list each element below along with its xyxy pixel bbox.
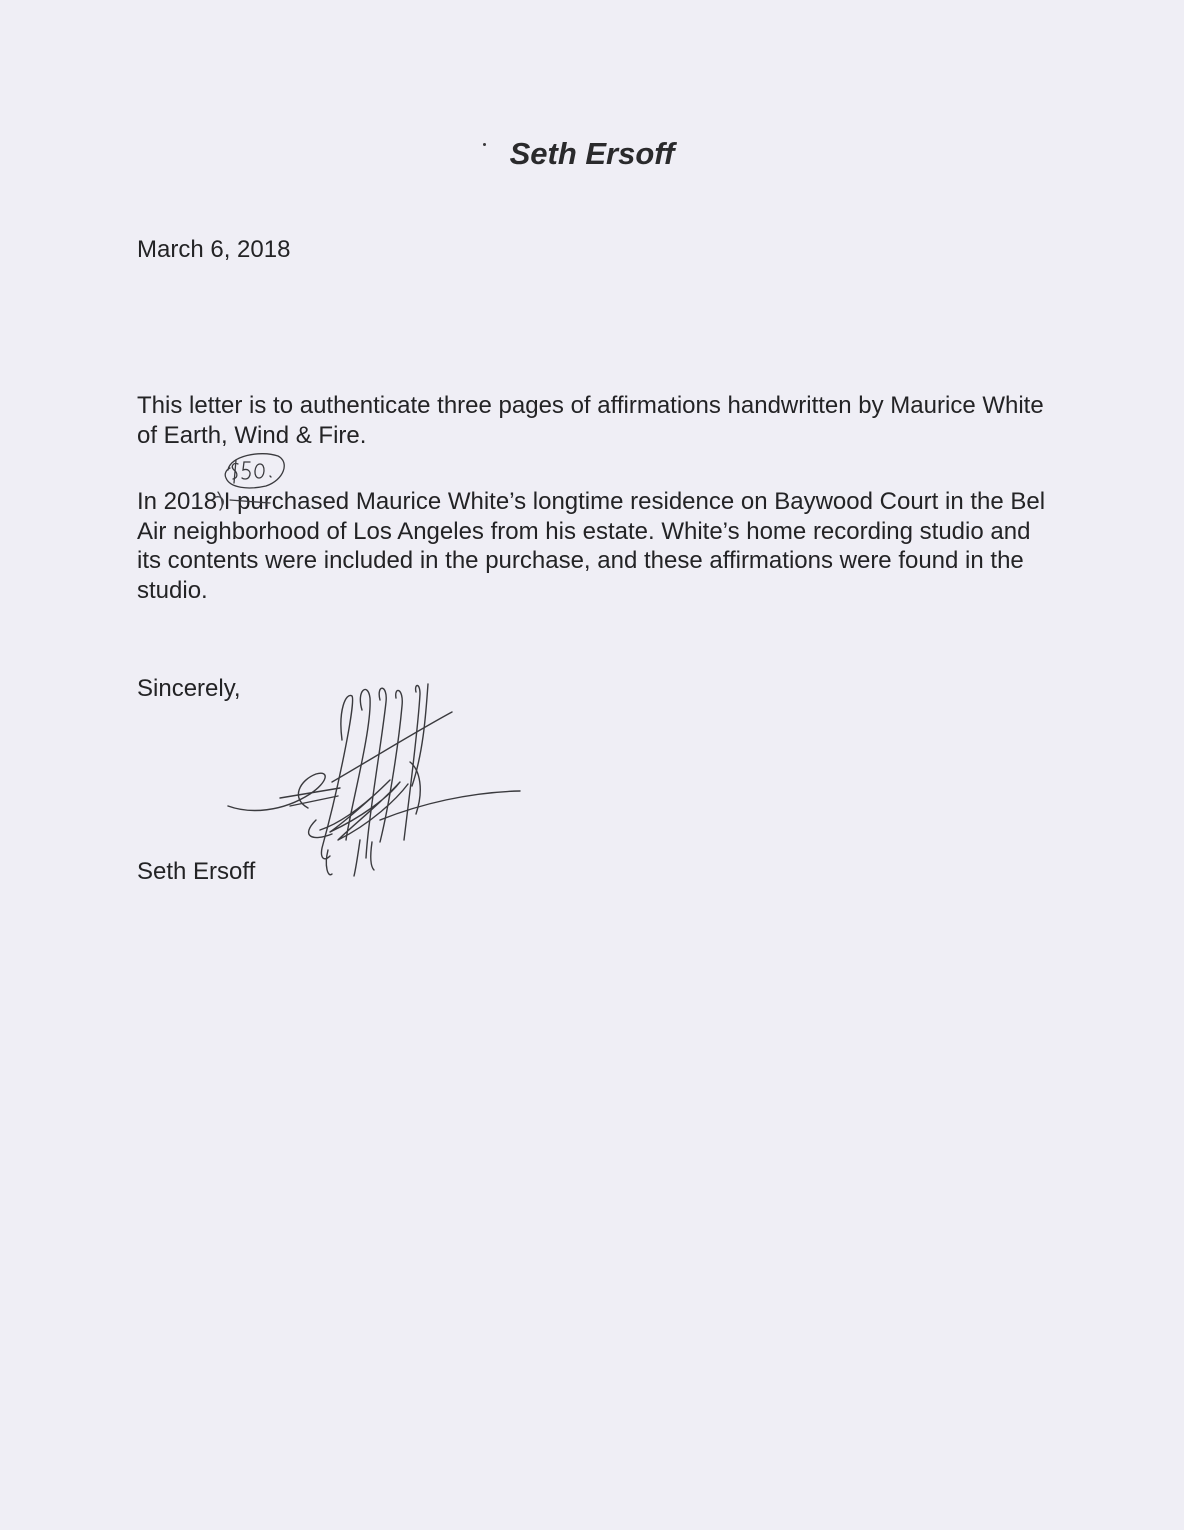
letterhead-title: Seth Ersoff <box>509 136 675 171</box>
handwritten-annotation <box>200 448 295 513</box>
letter-paragraph-1: This letter is to authenticate three pages of affirmations handwritten by Maurice White of Earth, Wind & Fire. <box>137 392 1044 449</box>
signature-image <box>220 670 530 885</box>
letter-date: March 6, 2018 <box>137 236 291 263</box>
signatory-name: Seth Ersoff <box>137 858 256 885</box>
letter-closing: Sincerely, <box>137 675 241 702</box>
letter-paragraph-2: In 2018 I purchased Maurice White’s longtime residence on Baywood Court in the Bel Air neighborhood of Los Angeles from his estate. White’s home recording studio and its contents were included in the purchase, and these affirmations were found in the studio. <box>137 488 1046 604</box>
